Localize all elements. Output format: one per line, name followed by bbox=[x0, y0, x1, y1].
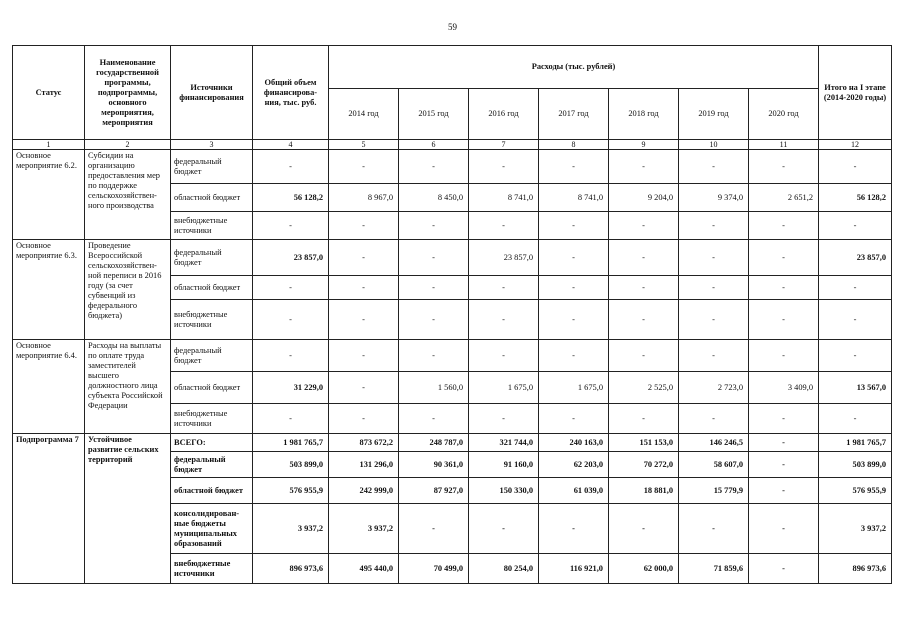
year-value-cell: - bbox=[749, 404, 819, 434]
total-volume-cell: - bbox=[253, 276, 329, 300]
year-value-cell: - bbox=[539, 150, 609, 184]
year-value-cell: - bbox=[749, 276, 819, 300]
year-value-cell: 15 779,9 bbox=[679, 478, 749, 504]
total-volume-cell: - bbox=[253, 300, 329, 340]
year-value-cell: - bbox=[399, 240, 469, 276]
year-value-cell: - bbox=[749, 554, 819, 584]
year-value-cell: - bbox=[749, 478, 819, 504]
source-cell: консолидирован-ные бюджеты муниципальных образований bbox=[171, 504, 253, 554]
year-value-cell: - bbox=[609, 504, 679, 554]
year-value-cell: - bbox=[469, 276, 539, 300]
stage-total-cell: 503 899,0 bbox=[819, 452, 892, 478]
year-value-cell: - bbox=[749, 340, 819, 372]
year-value-cell: 2 525,0 bbox=[609, 372, 679, 404]
column-number: 12 bbox=[819, 140, 892, 150]
year-value-cell: - bbox=[609, 276, 679, 300]
year-value-cell: - bbox=[539, 240, 609, 276]
year-value-cell: 71 859,6 bbox=[679, 554, 749, 584]
program-name-cell: Проведение Всероссийской сельскохозяйствен-ной переписи в 2016 году (за счет субвенций из федерального бюджета) bbox=[85, 240, 171, 340]
year-value-cell: 321 744,0 bbox=[469, 434, 539, 452]
column-number: 2 bbox=[85, 140, 171, 150]
year-value-cell: - bbox=[679, 276, 749, 300]
year-value-cell: 1 675,0 bbox=[539, 372, 609, 404]
year-value-cell: - bbox=[749, 212, 819, 240]
stage-total-cell: - bbox=[819, 276, 892, 300]
year-value-cell: 62 203,0 bbox=[539, 452, 609, 478]
header-year: 2017 год bbox=[539, 89, 609, 140]
year-value-cell: - bbox=[329, 300, 399, 340]
year-value-cell: 2 723,0 bbox=[679, 372, 749, 404]
year-value-cell: - bbox=[679, 504, 749, 554]
column-number: 5 bbox=[329, 140, 399, 150]
year-value-cell: 70 272,0 bbox=[609, 452, 679, 478]
total-volume-cell: 503 899,0 bbox=[253, 452, 329, 478]
header-year: 2016 год bbox=[469, 89, 539, 140]
stage-total-cell: - bbox=[819, 212, 892, 240]
year-value-cell: - bbox=[469, 150, 539, 184]
table-row bbox=[13, 434, 892, 452]
year-value-cell: - bbox=[399, 276, 469, 300]
header-program-name: Наименование государственной программы, подпрограммы, основного мероприятия, мероприятия bbox=[85, 46, 171, 140]
source-cell: областной бюджет bbox=[171, 372, 253, 404]
year-value-cell: 61 039,0 bbox=[539, 478, 609, 504]
year-value-cell: - bbox=[329, 240, 399, 276]
stage-total-cell: 1 981 765,7 bbox=[819, 434, 892, 452]
stage-total-cell: 3 937,2 bbox=[819, 504, 892, 554]
year-value-cell: - bbox=[469, 504, 539, 554]
year-value-cell: - bbox=[679, 150, 749, 184]
total-volume-cell: - bbox=[253, 340, 329, 372]
stage-total-cell: - bbox=[819, 340, 892, 372]
year-value-cell: - bbox=[749, 240, 819, 276]
source-cell: областной бюджет bbox=[171, 276, 253, 300]
year-value-cell: - bbox=[749, 452, 819, 478]
source-cell: внебюджетные источники bbox=[171, 554, 253, 584]
year-value-cell: 240 163,0 bbox=[539, 434, 609, 452]
year-value-cell: - bbox=[329, 150, 399, 184]
header-expenses: Расходы (тыс. рублей) bbox=[329, 46, 819, 89]
source-cell: федеральный бюджет bbox=[171, 240, 253, 276]
table-body bbox=[13, 150, 892, 584]
stage-total-cell: - bbox=[819, 150, 892, 184]
header-total-volume: Общий объем финансирова-ния, тыс. руб. bbox=[253, 46, 329, 140]
year-value-cell: 3 409,0 bbox=[749, 372, 819, 404]
column-number: 8 bbox=[539, 140, 609, 150]
table-row bbox=[13, 340, 892, 372]
stage-total-cell: 23 857,0 bbox=[819, 240, 892, 276]
total-volume-cell: 576 955,9 bbox=[253, 478, 329, 504]
total-volume-cell: 3 937,2 bbox=[253, 504, 329, 554]
source-cell: областной бюджет bbox=[171, 478, 253, 504]
stage-total-cell: 56 128,2 bbox=[819, 184, 892, 212]
year-value-cell: 18 881,0 bbox=[609, 478, 679, 504]
header-year: 2020 год bbox=[749, 89, 819, 140]
header-year: 2014 год bbox=[329, 89, 399, 140]
year-value-cell: - bbox=[329, 276, 399, 300]
stage-total-cell: - bbox=[819, 300, 892, 340]
program-name-cell: Устойчивое развитие сельских территорий bbox=[85, 434, 171, 584]
year-value-cell: - bbox=[399, 504, 469, 554]
year-value-cell: 151 153,0 bbox=[609, 434, 679, 452]
column-number: 1 bbox=[13, 140, 85, 150]
source-cell: федеральный бюджет bbox=[171, 452, 253, 478]
column-number: 4 bbox=[253, 140, 329, 150]
stage-total-cell: 13 567,0 bbox=[819, 372, 892, 404]
year-value-cell: - bbox=[609, 300, 679, 340]
status-cell: Основное мероприятие 6.2. bbox=[13, 150, 85, 240]
column-number: 10 bbox=[679, 140, 749, 150]
total-volume-cell: 896 973,6 bbox=[253, 554, 329, 584]
table-row bbox=[13, 150, 892, 184]
year-value-cell: - bbox=[609, 240, 679, 276]
stage-total-cell: - bbox=[819, 404, 892, 434]
year-value-cell: 9 204,0 bbox=[609, 184, 679, 212]
header-year: 2015 год bbox=[399, 89, 469, 140]
stage-total-cell: 576 955,9 bbox=[819, 478, 892, 504]
year-value-cell: - bbox=[749, 300, 819, 340]
year-value-cell: - bbox=[469, 212, 539, 240]
status-cell: Основное мероприятие 6.4. bbox=[13, 340, 85, 434]
year-value-cell: 116 921,0 bbox=[539, 554, 609, 584]
year-value-cell: - bbox=[329, 212, 399, 240]
year-value-cell: - bbox=[609, 150, 679, 184]
year-value-cell: 58 607,0 bbox=[679, 452, 749, 478]
program-name-cell: Субсидии на организацию предоставления мер по поддержке сельскохозяйствен-ного производства bbox=[85, 150, 171, 240]
year-value-cell: 9 374,0 bbox=[679, 184, 749, 212]
year-value-cell: 1 675,0 bbox=[469, 372, 539, 404]
year-value-cell: - bbox=[609, 340, 679, 372]
total-volume-cell: 31 229,0 bbox=[253, 372, 329, 404]
column-number-row bbox=[13, 140, 892, 150]
header-sources: Источники финансирования bbox=[171, 46, 253, 140]
year-value-cell: - bbox=[329, 404, 399, 434]
table-row bbox=[13, 240, 892, 276]
page-number: 59 bbox=[448, 22, 457, 32]
year-value-cell: - bbox=[329, 372, 399, 404]
source-cell: ВСЕГО: bbox=[171, 434, 253, 452]
year-value-cell: - bbox=[679, 404, 749, 434]
year-value-cell: 87 927,0 bbox=[399, 478, 469, 504]
total-volume-cell: - bbox=[253, 404, 329, 434]
year-value-cell: 150 330,0 bbox=[469, 478, 539, 504]
year-value-cell: 23 857,0 bbox=[469, 240, 539, 276]
column-number: 6 bbox=[399, 140, 469, 150]
column-number: 3 bbox=[171, 140, 253, 150]
year-value-cell: - bbox=[399, 212, 469, 240]
year-value-cell: 242 999,0 bbox=[329, 478, 399, 504]
year-value-cell: - bbox=[469, 340, 539, 372]
year-value-cell: - bbox=[539, 340, 609, 372]
year-value-cell: - bbox=[749, 504, 819, 554]
year-value-cell: - bbox=[679, 300, 749, 340]
header-year: 2018 год bbox=[609, 89, 679, 140]
year-value-cell: 91 160,0 bbox=[469, 452, 539, 478]
year-value-cell: - bbox=[609, 404, 679, 434]
year-value-cell: - bbox=[539, 300, 609, 340]
year-value-cell: - bbox=[399, 404, 469, 434]
column-number: 7 bbox=[469, 140, 539, 150]
column-number: 9 bbox=[609, 140, 679, 150]
total-volume-cell: 23 857,0 bbox=[253, 240, 329, 276]
status-cell: Подпрограмма 7 bbox=[13, 434, 85, 584]
year-value-cell: 2 651,2 bbox=[749, 184, 819, 212]
year-value-cell: - bbox=[469, 300, 539, 340]
budget-table bbox=[12, 45, 892, 584]
year-value-cell: 80 254,0 bbox=[469, 554, 539, 584]
source-cell: федеральный бюджет bbox=[171, 150, 253, 184]
year-value-cell: 3 937,2 bbox=[329, 504, 399, 554]
year-value-cell: - bbox=[679, 340, 749, 372]
source-cell: внебюджетные источники bbox=[171, 212, 253, 240]
year-value-cell: - bbox=[329, 340, 399, 372]
year-value-cell: 131 296,0 bbox=[329, 452, 399, 478]
year-value-cell: - bbox=[609, 212, 679, 240]
year-value-cell: 90 361,0 bbox=[399, 452, 469, 478]
year-value-cell: - bbox=[399, 300, 469, 340]
year-value-cell: - bbox=[539, 404, 609, 434]
year-value-cell: - bbox=[469, 404, 539, 434]
year-value-cell: - bbox=[539, 276, 609, 300]
header-status: Статус bbox=[13, 46, 85, 140]
year-value-cell: - bbox=[749, 150, 819, 184]
year-value-cell: - bbox=[399, 150, 469, 184]
year-value-cell: 146 246,5 bbox=[679, 434, 749, 452]
year-value-cell: - bbox=[539, 504, 609, 554]
program-name-cell: Расходы на выплаты по оплате труда заместителей высшего должностного лица субъекта Российской Федерации bbox=[85, 340, 171, 434]
source-cell: федеральный бюджет bbox=[171, 340, 253, 372]
year-value-cell: 8 450,0 bbox=[399, 184, 469, 212]
year-value-cell: 70 499,0 bbox=[399, 554, 469, 584]
year-value-cell: 8 967,0 bbox=[329, 184, 399, 212]
stage-total-cell: 896 973,6 bbox=[819, 554, 892, 584]
total-volume-cell: - bbox=[253, 212, 329, 240]
status-cell: Основное мероприятие 6.3. bbox=[13, 240, 85, 340]
year-value-cell: 8 741,0 bbox=[469, 184, 539, 212]
year-value-cell: - bbox=[539, 212, 609, 240]
year-value-cell: - bbox=[399, 340, 469, 372]
column-number: 11 bbox=[749, 140, 819, 150]
header-stage-total: Итого на I этапе (2014-2020 годы) bbox=[819, 46, 892, 140]
year-value-cell: - bbox=[679, 212, 749, 240]
source-cell: внебюджетные источники bbox=[171, 300, 253, 340]
source-cell: областной бюджет bbox=[171, 184, 253, 212]
year-value-cell: 62 000,0 bbox=[609, 554, 679, 584]
year-value-cell: 248 787,0 bbox=[399, 434, 469, 452]
year-value-cell: 1 560,0 bbox=[399, 372, 469, 404]
total-volume-cell: 56 128,2 bbox=[253, 184, 329, 212]
year-value-cell: 495 440,0 bbox=[329, 554, 399, 584]
year-value-cell: 8 741,0 bbox=[539, 184, 609, 212]
year-value-cell: - bbox=[679, 240, 749, 276]
year-value-cell: - bbox=[749, 434, 819, 452]
source-cell: внебюджетные источники bbox=[171, 404, 253, 434]
total-volume-cell: 1 981 765,7 bbox=[253, 434, 329, 452]
year-value-cell: 873 672,2 bbox=[329, 434, 399, 452]
header-year: 2019 год bbox=[679, 89, 749, 140]
total-volume-cell: - bbox=[253, 150, 329, 184]
